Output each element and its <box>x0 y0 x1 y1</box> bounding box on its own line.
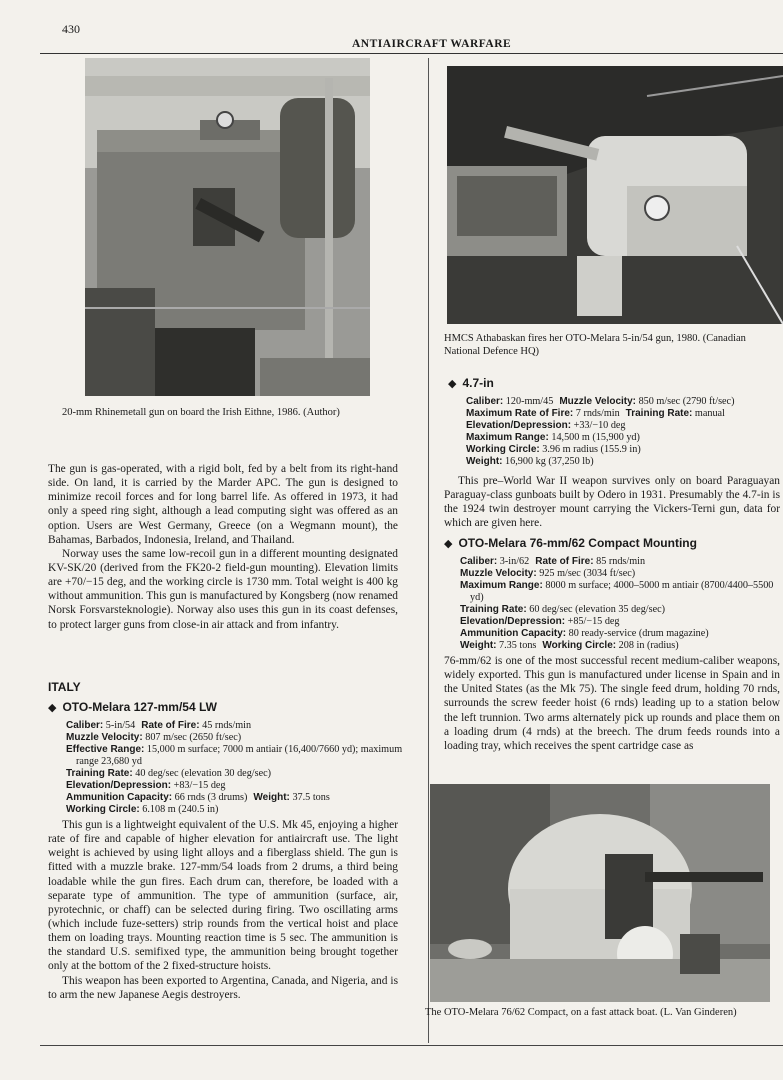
paragraph: This weapon has been exported to Argentina, Canada, and Nigeria, and is to arm the new Japanese Aegis destroyers. <box>48 974 398 1001</box>
spec-row: Caliber: 120-mm/45 Muzzle Velocity: 850 m/sec (2790 ft/sec) <box>466 396 735 407</box>
spec-row: Working Circle: 6.108 m (240.5 in) <box>66 804 219 816</box>
spec-row: Weight: 16,900 kg (37,250 lb) <box>466 456 594 468</box>
rheinmetall-gun-photo <box>85 58 370 396</box>
gun-47-text <box>444 474 780 531</box>
diamond-bullet-icon: ◆ <box>448 378 457 390</box>
entry-heading-47in: ◆ 4.7-in <box>448 376 494 390</box>
header-rule <box>40 53 783 54</box>
spec-block-47in <box>466 396 783 468</box>
oto-compact-photo <box>430 784 770 1002</box>
paragraph: The gun is gas-operated, with a rigid bolt, fed by a belt from its right-hand side. On land, it is carried by the Marder APC. The gun is designed to minimize recoil forces and for long barrel life. As offered in 1973, it had only a speed ring sight, although a lead computing sight was offered as an option. Users are West Germany, Greece (on a Wegmann mount), the Bahamas, Barbados, Indonesia, Ireland, and Thailand. <box>48 463 398 546</box>
paragraph: This gun is a lightweight equivalent of the U.S. Mk 45, enjoying a higher rate of fire and capable of higher elevation for antiaircraft use. The light weight is achieved by using light alloys and a fiberglass shield. The gun is fitted with a muzzle brake. 127-mm/54 loads from 2 drums, a third being loadable while the gun fires. Each drum can, therefore, be loaded with a separate type of ammunition. The type of ammunition (surface, air, pyrotechnic, or chaff) can be selected during firing. Two oscillating arms (which include fuze-setters) strip rounds from the vertical hoist and place them on loading trays. Mounting reaction time is 5 sec. The ammunition is the standard U.S. semifixed type, the ammunition being brought together only at the bottom of the 2 fixed-structure hoists. <box>48 819 398 973</box>
spec-row: Caliber: 3-in/62 Rate of Fire: 85 rnds/min <box>460 556 646 567</box>
spec-block-oto-127 <box>66 720 406 816</box>
italy-text <box>48 818 398 1002</box>
compact-text <box>444 654 780 753</box>
section-heading-italy: ITALY <box>48 680 81 694</box>
diamond-bullet-icon: ◆ <box>48 702 57 714</box>
spec-row: Muzzle Velocity: 807 m/sec (2650 ft/sec) <box>66 732 242 744</box>
spec-row: Training Rate: 40 deg/sec (elevation 30 deg/sec) <box>66 768 272 780</box>
athabaskan-photo <box>447 66 783 324</box>
column-divider <box>428 58 429 1043</box>
spec-row: Elevation/Depression: +83/−15 deg <box>66 780 226 792</box>
footer-rule <box>40 1045 783 1046</box>
spec-row: Elevation/Depression: +33/−10 deg <box>466 420 626 432</box>
page-number: 430 <box>62 22 80 36</box>
paragraph: 76-mm/62 is one of the most successful recent medium-caliber weapons, widely exported. This gun is manufactured under license in Spain and in the United States (as the Mk 75). The single feed drum, holding 70 rnds, surrounds the screw feeder hoist (6 rnds) leading up to a station below the left trunnion. Two arms alternately pick up rounds and place them on a loading drum (4 rnds) at the breech. The drum feeds rounds into a loading tray, which receives the spent cartridge case as <box>444 655 780 752</box>
diamond-bullet-icon: ◆ <box>444 538 453 550</box>
spec-row: Working Circle: 3.96 m radius (155.9 in) <box>466 444 641 456</box>
left-intro-text <box>48 462 398 632</box>
rheinmetall-caption: 20-mm Rhinemetall gun on board the Irish Eithne, 1986. (Author) <box>62 407 340 418</box>
spec-row: Maximum Range: 14,500 m (15,900 yd) <box>466 432 640 444</box>
spec-block-oto-76 <box>460 556 780 652</box>
paragraph: This pre–World War II weapon survives only on board Paraguayan Paraguay-class gunboats built by Odero in 1931. Presumably the 4.7-in is the 1924 twin destroyer mount carrying the Vickers-Terni gun, data for which are given here. <box>444 475 780 530</box>
entry-heading-oto-127: ◆ OTO-Melara 127-mm/54 LW <box>48 700 217 714</box>
paragraph: Norway uses the same low-recoil gun in a different mounting designated KV-SK/20 (derived from the FK20-2 field-gun mounting). Elevation limits are +70/−15 deg, and the working circle is 1730 mm. Total weight is 400 kg without ammunition. This gun is manufactured by Kongsberg (now renamed Norsk Forsvarsteknologie). Norway also uses this gun in its coast defenses, to protect larger guns from close-in air attack and from infantry. <box>48 547 398 631</box>
spec-row: Effective Range: 15,000 m surface; 7000 m antiair (16,400/7660 yd); maximum range 23,680 yd <box>66 744 403 768</box>
running-head: ANTIAIRCRAFT WARFARE <box>352 38 512 50</box>
spec-row: Ammunition Capacity: 66 rnds (3 drums) Weight: 37.5 tons <box>66 792 330 804</box>
spec-row: Maximum Rate of Fire: 7 rnds/min Training Rate: manual <box>466 408 725 420</box>
compact-caption: The OTO-Melara 76/62 Compact, on a fast attack boat. (L. Van Ginderen) <box>425 1007 737 1018</box>
entry-heading-oto-76: ◆ OTO-Melara 76-mm/62 Compact Mounting <box>444 536 697 550</box>
spec-row: Elevation/Depression: +85/−15 deg <box>460 616 620 628</box>
spec-row: Ammunition Capacity: 80 ready-service (drum magazine) <box>460 628 709 640</box>
athabaskan-caption: HMCS Athabaskan fires her OTO-Melara 5-in/54 gun, 1980. (Canadian National Defence HQ) <box>444 333 746 358</box>
spec-row: Weight: 7.35 tons Working Circle: 208 in (radius) <box>460 640 679 652</box>
spec-row: Muzzle Velocity: 925 m/sec (3034 ft/sec) <box>460 568 636 580</box>
spec-row: Maximum Range: 8000 m surface; 4000–5000 m antiair (8700/4400–5500 yd) <box>460 580 774 604</box>
spec-row: Training Rate: 60 deg/sec (elevation 35 deg/sec) <box>460 604 666 616</box>
spec-row: Caliber: 5-in/54 Rate of Fire: 45 rnds/min <box>66 720 252 731</box>
